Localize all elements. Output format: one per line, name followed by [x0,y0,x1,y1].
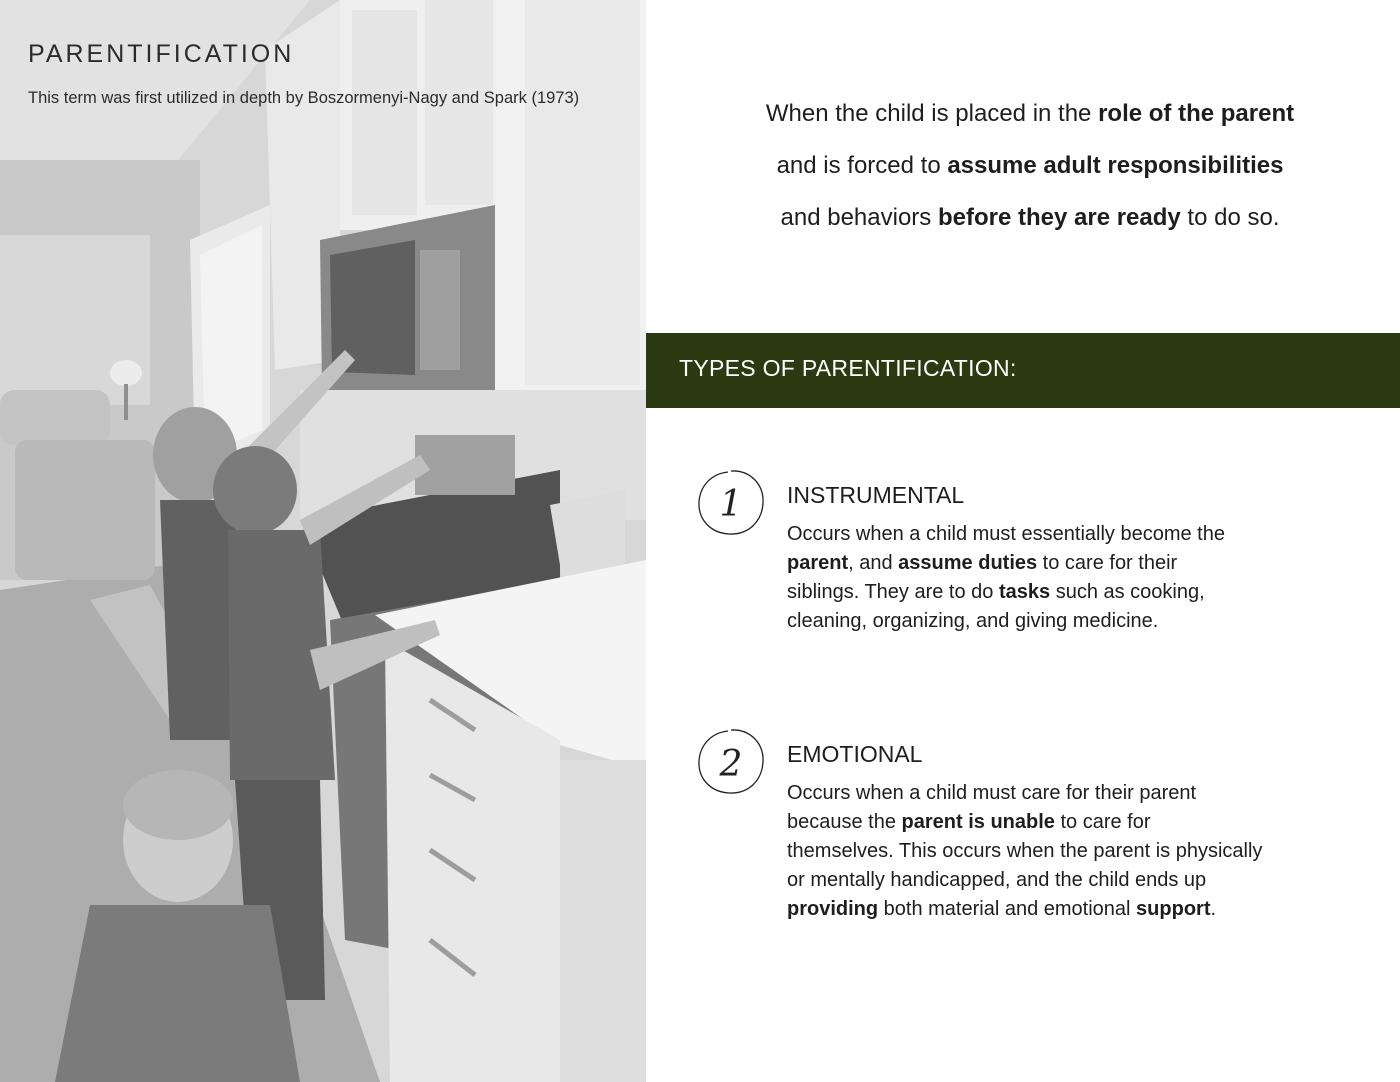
body-text: themselves. This occurs when the parent is physically [787,840,1263,862]
types-header-bar [646,333,1400,408]
description-line [787,895,1317,924]
body-text: to care for their [1037,552,1178,574]
svg-text:2: 2 [719,744,743,785]
description-line [787,607,1317,636]
description-line [787,866,1317,895]
type-heading: INSTRUMENTAL [787,482,965,508]
photo-caption: This term was first utilized in depth by Boszormenyi-Nagy and Spark (1973) [28,89,580,107]
definition-line-1: When the child is placed in the role of the parent [765,100,1295,127]
description-line [787,549,1317,578]
body-text: . [1210,898,1217,920]
emphasis-text: support [1136,898,1211,920]
body-text: siblings. They are to do [787,581,999,603]
type-heading: EMOTIONAL [787,741,923,767]
number-circle-icon [695,726,767,798]
body-text: because the [787,811,902,833]
svg-text:1: 1 [719,484,743,525]
definition-line-2: and is forced to assume adult responsibilities [776,152,1284,179]
body-text: , and [848,552,899,574]
body-text: to care for [1054,811,1151,833]
emphasis-text: parent is unable [901,811,1055,833]
types-header: TYPES OF PARENTIFICATION: [679,355,1017,381]
description-line [787,578,1317,607]
description-line [787,779,1317,808]
body-text: or mentally handicapped, and the child ends up [787,869,1207,891]
emphasis-text: parent [787,552,849,574]
emphasis-text: providing [787,898,879,920]
body-text: cleaning, organizing, and giving medicine. [787,610,1159,632]
body-text: Occurs when a child must care for their parent [787,782,1197,804]
type-description [787,779,1317,924]
emphasis-text: assume duties [898,552,1038,574]
description-line [787,520,1317,549]
emphasis-text: tasks [998,581,1051,603]
description-line [787,837,1317,866]
body-text: both material and emotional [878,898,1137,920]
type-description [787,520,1317,636]
description-line [787,808,1317,837]
number-circle-icon [695,467,767,539]
definition-line-3: and behaviors before they are ready to do so. [780,204,1280,231]
body-text: Occurs when a child must essentially become the [787,523,1225,545]
kitchen-photo [0,0,646,1082]
definition-block [660,88,1400,244]
kitchen-photo-illustration [0,0,646,1082]
page-title: PARENTIFICATION [28,40,295,68]
body-text: such as cooking, [1050,581,1205,603]
